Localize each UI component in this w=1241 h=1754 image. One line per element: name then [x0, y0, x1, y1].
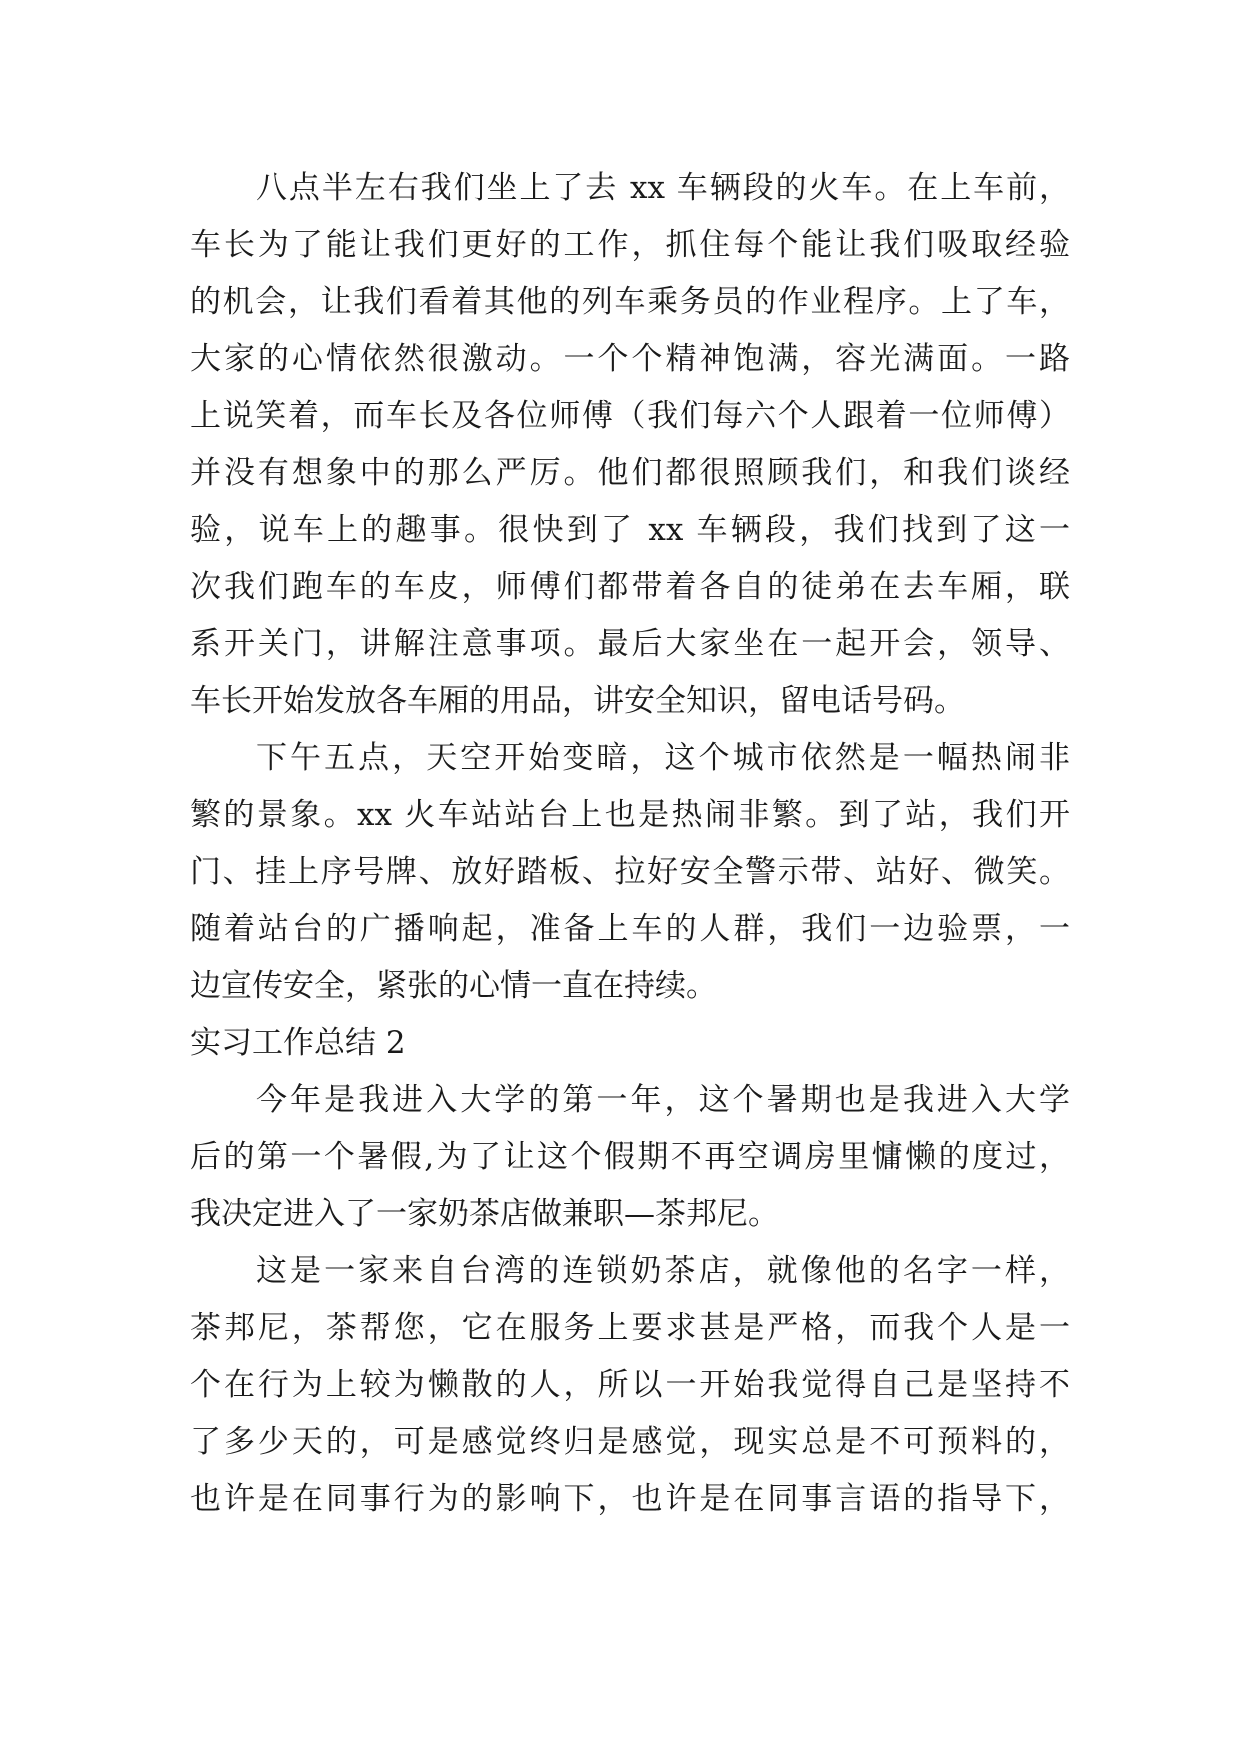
section-heading: 实习工作总结 2	[190, 1025, 406, 1061]
text-line: 今年是我进入大学的第一年，这个暑期也是我进入大学	[256, 1082, 1070, 1118]
text-line: 这是一家来自台湾的连锁奶茶店，就像他的名字一样，	[256, 1253, 1070, 1289]
text-line: 随着站台的广播响起，准备上车的人群，我们一边验票，一	[190, 911, 1070, 947]
text-line: 也许是在同事行为的影响下，也许是在同事言语的指导下，	[190, 1481, 1070, 1517]
text-line: 繁的景象。xx 火车站站台上也是热闹非繁。到了站，我们开	[190, 797, 1070, 833]
text-line: 上说笑着，而车长及各位师傅（我们每六个人跟着一位师傅）	[190, 398, 1070, 434]
text-line: 后的第一个暑假,为了让这个假期不再空调房里慵懒的度过，	[190, 1139, 1070, 1175]
text-line: 大家的心情依然很激动。一个个精神饱满，容光满面。一路	[190, 341, 1070, 377]
text-line: 系开关门，讲解注意事项。最后大家坐在一起开会，领导、	[190, 626, 1070, 662]
text-line: 个在行为上较为懒散的人，所以一开始我觉得自己是坚持不	[190, 1367, 1070, 1403]
document-page	[190, 160, 1070, 1528]
text-line: 次我们跑车的车皮，师傅们都带着各自的徒弟在去车厢，联	[190, 569, 1070, 605]
text-line: 验，说车上的趣事。很快到了 xx 车辆段，我们找到了这一	[190, 512, 1070, 548]
text-line: 边宣传安全，紧张的心情一直在持续。	[190, 968, 717, 1004]
text-line: 了多少天的，可是感觉终归是感觉，现实总是不可预料的，	[190, 1424, 1070, 1460]
text-line: 我决定进入了一家奶茶店做兼职—茶邦尼。	[190, 1196, 779, 1232]
text-line: 并没有想象中的那么严厉。他们都很照顾我们，和我们谈经	[190, 455, 1070, 491]
text-line: 门、挂上序号牌、放好踏板、拉好安全警示带、站好、微笑。	[190, 854, 1070, 890]
text-line: 的机会，让我们看着其他的列车乘务员的作业程序。上了车，	[190, 284, 1070, 320]
text-line: 八点半左右我们坐上了去 xx 车辆段的火车。在上车前，	[256, 170, 1070, 206]
text-line: 车长开始发放各车厢的用品，讲安全知识，留电话号码。	[190, 683, 965, 719]
text-line: 下午五点，天空开始变暗，这个城市依然是一幅热闹非	[256, 740, 1070, 776]
text-line: 茶邦尼，茶帮您，它在服务上要求甚是严格，而我个人是一	[190, 1310, 1070, 1346]
text-line: 车长为了能让我们更好的工作，抓住每个能让我们吸取经验	[190, 227, 1070, 263]
